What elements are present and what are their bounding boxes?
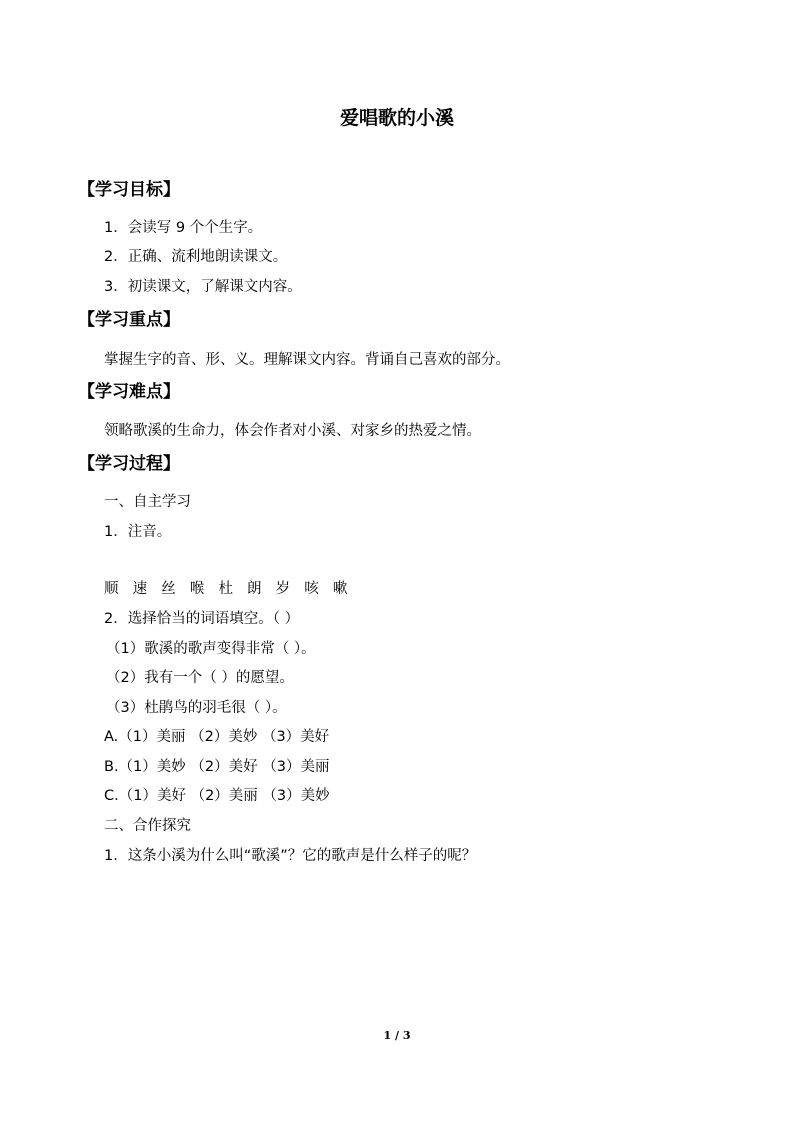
blank-sentence: （3）杜鹃鸟的羽毛很（ ）。 <box>106 700 287 716</box>
page-number: 1 / 3 <box>383 1029 411 1042</box>
choice-option: B.（1）美妙 （2）美好 （3）美丽 <box>104 759 330 775</box>
character: 杜 <box>218 581 233 597</box>
key-points-text: 掌握生字的音、形、义。理解课文内容。背诵自己喜欢的部分。 <box>104 352 510 368</box>
key-points-heading: 【学习重点】 <box>78 310 180 330</box>
part2-question: 1．这条小溪为什么叫“歌溪”？它的歌声是什么样子的呢？ <box>104 848 477 864</box>
part1-title: 一、自主学习 <box>104 494 191 510</box>
question-word-choice: 2．选择恰当的词语填空。（ ） <box>104 611 300 627</box>
pinyin-characters <box>104 578 357 600</box>
character: 嗽 <box>332 581 348 597</box>
blank-sentence: （2）我有一个（ ）的愿望。 <box>106 670 294 686</box>
character: 丝 <box>161 581 176 597</box>
character: 岁 <box>275 581 291 597</box>
character: 喉 <box>189 581 205 597</box>
page-title: 爱唱歌的小溪 <box>339 107 454 129</box>
part2-title: 二、合作探究 <box>104 818 191 834</box>
blank-sentence: （1）歌溪的歌声变得非常（ ）。 <box>106 641 316 657</box>
objective-item: 3．初读课文，了解课文内容。 <box>104 279 302 295</box>
objective-item: 1．会读写 9 个个生字。 <box>104 220 263 236</box>
difficulties-text: 领略歌溪的生命力，体会作者对小溪、对家乡的热爱之情。 <box>104 423 481 439</box>
choice-option: A.（1）美丽 （2）美妙 （3）美好 <box>104 729 330 745</box>
difficulties-heading: 【学习难点】 <box>78 382 180 402</box>
question-pinyin: 1．注音。 <box>104 524 172 540</box>
character: 咳 <box>304 581 319 597</box>
choice-option: C.（1）美好 （2）美丽 （3）美妙 <box>104 788 330 804</box>
process-heading: 【学习过程】 <box>78 454 180 474</box>
character: 朗 <box>247 581 262 597</box>
character: 速 <box>132 581 148 597</box>
objectives-heading: 【学习目标】 <box>78 180 180 200</box>
character: 顺 <box>104 581 119 597</box>
objective-item: 2．正确、流利地朗读课文。 <box>104 249 288 265</box>
